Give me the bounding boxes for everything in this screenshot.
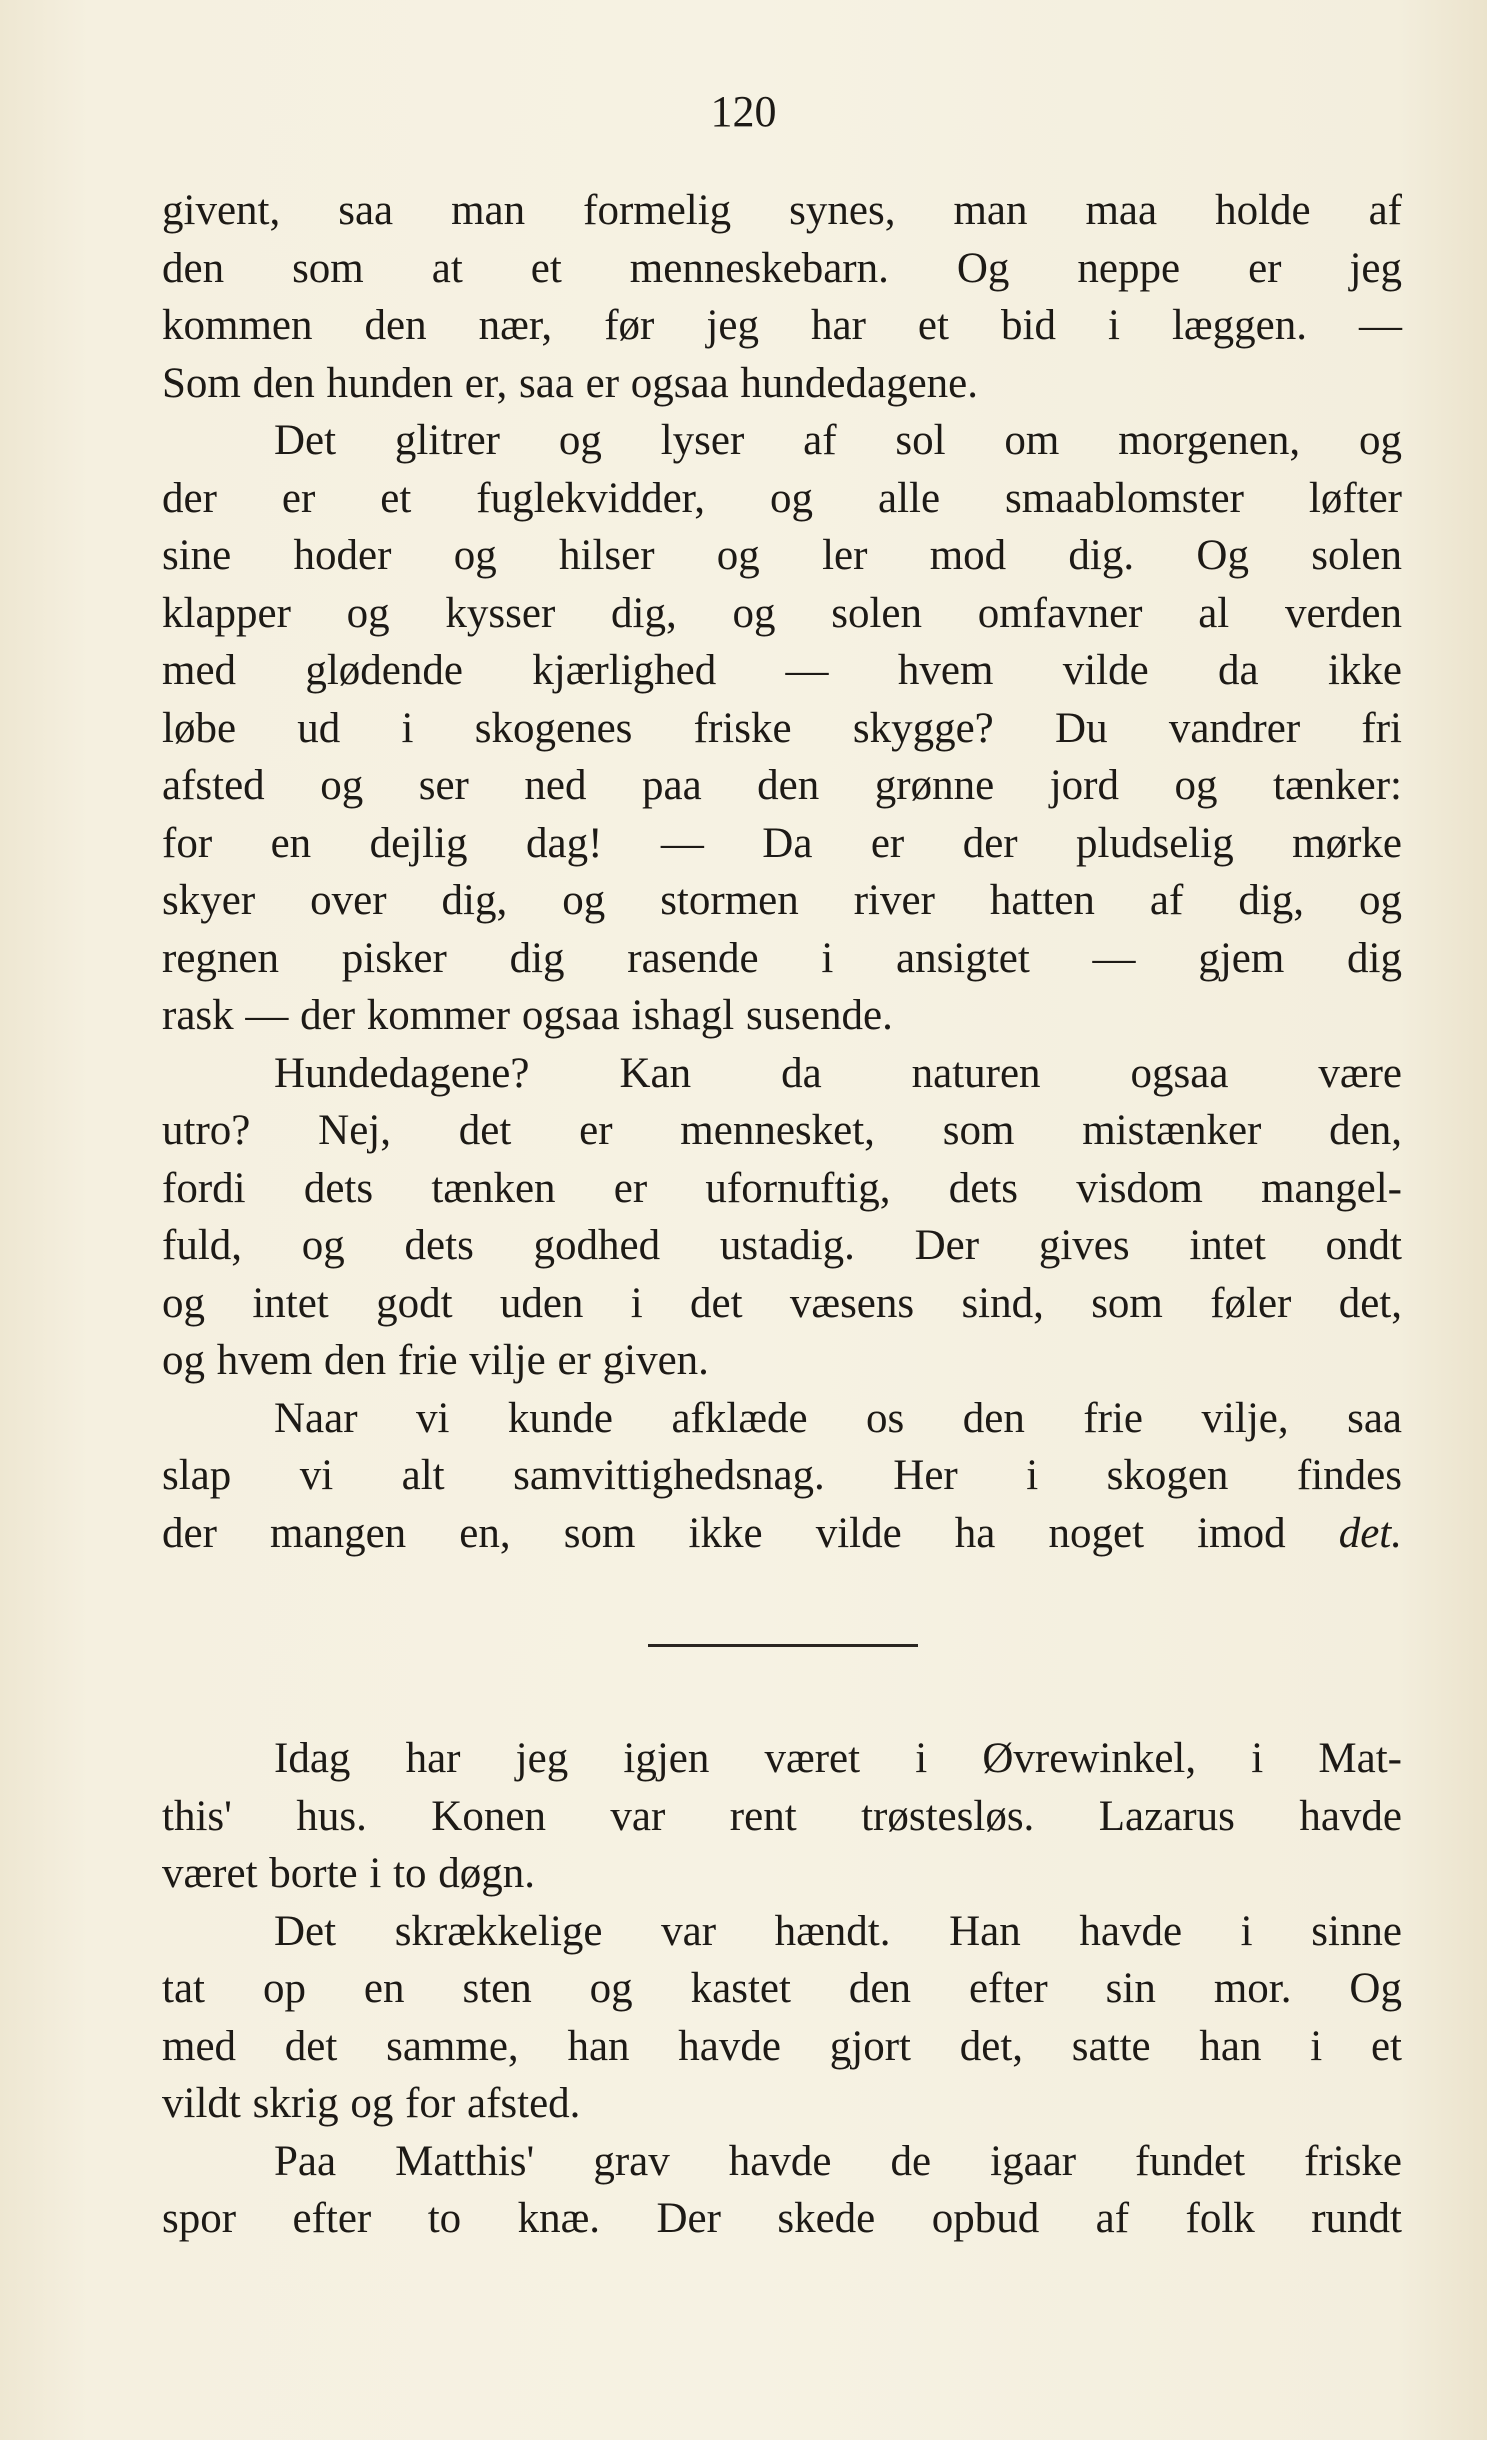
text-line: givent, saa man formelig synes, man maa holde af — [162, 187, 1402, 234]
text-line: Idag har jeg igjen været i Øvrewinkel, i Mat- — [274, 1735, 1402, 1782]
text-line: vildt skrig og for afsted. — [162, 2080, 581, 2127]
paragraph — [162, 182, 1402, 412]
text-line: kommen den nær, før jeg har et bid i læggen. — — [162, 302, 1402, 349]
text-line: med det samme, han havde gjort det, satte han i et — [162, 2022, 1402, 2070]
text-line-with-italic — [162, 1505, 1402, 1563]
text-line: løbe ud i skogenes friske skygge? Du vandrer fri — [162, 704, 1402, 752]
text-line: Som den hunden er, saa er ogsaa hundedagene. — [162, 359, 979, 407]
text-line: slap vi alt samvittighedsnag. Her i skogen findes — [162, 1452, 1402, 1499]
text-line: spor efter to knæ. Der skede opbud af folk rundt — [162, 2195, 1402, 2242]
text-line: og hvem den frie vilje er given. — [162, 1337, 709, 1384]
text-line: tat op en sten og kastet den efter sin mor. Og — [162, 1965, 1402, 2012]
section-divider — [648, 1644, 918, 1647]
text-line: Paa Matthis' grav havde de igaar fundet friske — [274, 2137, 1402, 2185]
text-section-2 — [162, 1730, 1402, 2248]
paragraph — [162, 412, 1402, 1045]
text-line: Det glitrer og lyser af sol om morgenen, og — [274, 417, 1402, 464]
text-line: og intet godt uden i det væsens sind, som føler det, — [162, 1279, 1402, 1327]
text-line: sine hoder og hilser og ler mod dig. Og solen — [162, 532, 1402, 579]
text-fragment: der mangen en, som ikke vilde ha noget imod — [162, 1509, 1286, 1557]
text-line: this' hus. Konen var rent trøstesløs. Lazarus havde — [162, 1792, 1402, 1840]
text-line: for en dejlig dag! — Da er der pludselig mørke — [162, 819, 1402, 867]
text-line: skyer over dig, og stormen river hatten af dig, og — [162, 877, 1402, 924]
page-number: 120 — [710, 87, 777, 136]
text-line: rask — der kommer ogsaa ishagl susende. — [162, 992, 893, 1039]
text-line: Naar vi kunde afklæde os den frie vilje, saa — [274, 1394, 1402, 1442]
text-line: fuld, og dets godhed ustadig. Der gives intet ondt — [162, 1222, 1402, 1269]
text-line: været borte i to døgn. — [162, 1850, 536, 1897]
text-line: klapper og kysser dig, og solen omfavner al verden — [162, 589, 1402, 637]
text-line: den som at et menneskebarn. Og neppe er jeg — [162, 244, 1402, 292]
text-line: Det skrækkelige var hændt. Han havde i sinne — [274, 1907, 1402, 1955]
paragraph — [162, 1045, 1402, 1390]
text-line: med glødende kjærlighed — hvem vilde da ikke — [162, 647, 1402, 694]
paragraph — [162, 2133, 1402, 2248]
paragraph — [162, 1730, 1402, 1903]
text-section-1 — [162, 182, 1402, 1562]
paragraph — [162, 1903, 1402, 2133]
italic-word: det. — [1338, 1509, 1403, 1557]
text-line: afsted og ser ned paa den grønne jord og tænker: — [162, 762, 1402, 809]
text-line: fordi dets tænken er ufornuftig, dets visdom mangel- — [162, 1164, 1402, 1212]
paragraph — [162, 1390, 1402, 1563]
text-line: der er et fuglekvidder, og alle smaablomster løfter — [162, 474, 1402, 522]
text-line: regnen pisker dig rasende i ansigtet — gjem dig — [162, 934, 1402, 982]
text-line: Hundedagene? Kan da naturen ogsaa være — [274, 1049, 1402, 1097]
text-line: utro? Nej, det er mennesket, som mistænker den, — [162, 1107, 1402, 1154]
